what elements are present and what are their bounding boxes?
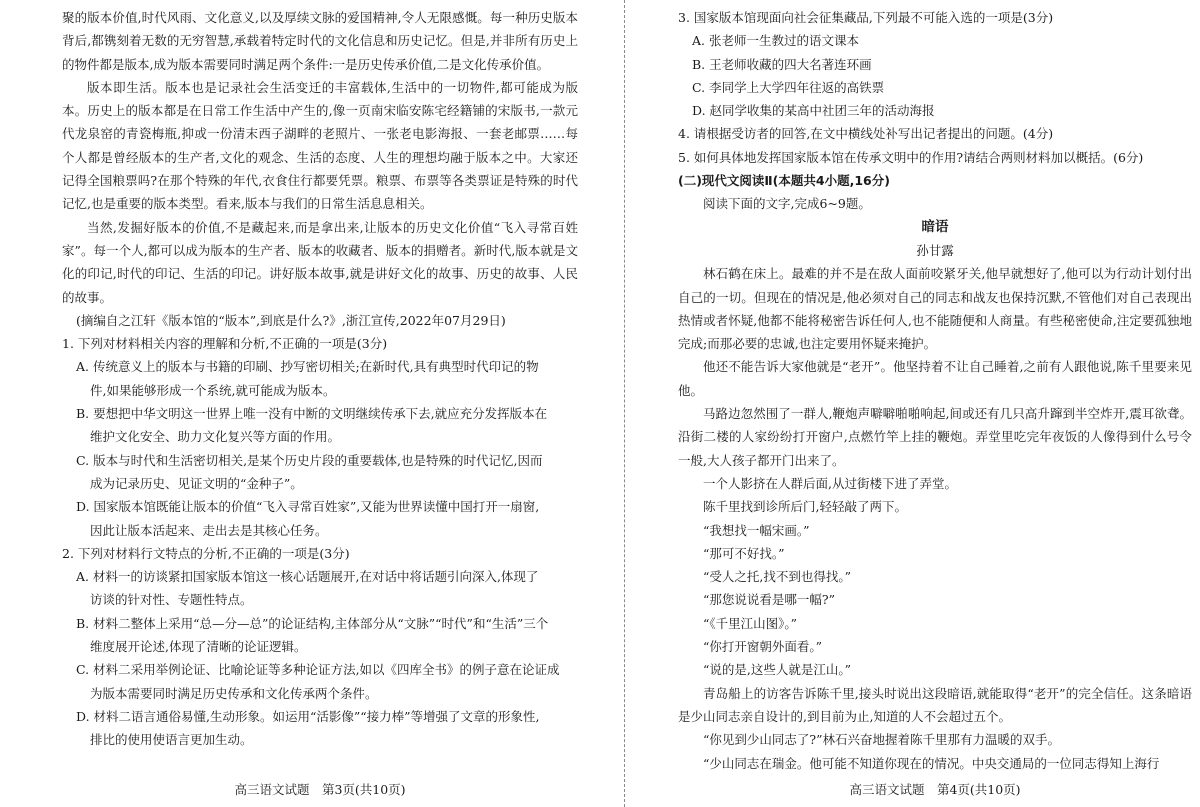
q2-option-d: D. 材料二语言通俗易懂,生动形象。如运用“活影像”“接力棒”等增强了文章的形象性, [76, 708, 540, 724]
story-dialogue: “少山同志在瑞金。他可能不知道你现在的情况。中央交通局的一位同志得知上海行 [703, 755, 1160, 771]
q2-option-b: B. 材料二整体上采用“总—分—总”的论证结构,主体部分从“文脉”“时代”和“生活”三个 [76, 615, 549, 631]
reading-instruction: 阅读下面的文字,完成6~9题。 [703, 196, 871, 212]
page-footer-right: 高三语文试题 第4页(共10页) [849, 782, 1021, 797]
story-author: 孙甘露 [916, 242, 954, 258]
question-1: 1. 下列对材料相关内容的理解和分析,不正确的一项是(3分) [62, 336, 388, 352]
q1-option-a-cont: 件,如果能够形成一个系统,就可能成为版本。 [90, 382, 336, 398]
page-divider [624, 0, 625, 807]
left-column [62, 6, 578, 752]
q2-option-d-cont: 排比的使用使语言更加生动。 [90, 732, 253, 748]
story-dialogue: “你见到少山同志了?”林石兴奋地握着陈千里那有力温暖的双手。 [703, 732, 1060, 748]
right-page [678, 0, 1192, 807]
question-3: 3. 国家版本馆现面向社会征集藏品,下列最不可能入选的一项是(3分) [678, 10, 1054, 25]
q1-option-c-cont: 成为记录历史、见证文明的“金种子”。 [90, 475, 303, 491]
q1-option-d-cont: 因此让版本活起来、走出去是其核心任务。 [90, 522, 328, 538]
left-page [62, 0, 578, 807]
story-paragraph: 马路边忽然围了一群人,鞭炮声噼噼啪啪响起,间或还有几只高升蹿到半空炸开,震耳欲聋。沿街二楼的人家纷纷打开窗户,点燃竹竿上挂的鞭炮。弄堂里吃完年夜饭的人像得到什么号令一般,大人孩子都开门出来了。 [678, 406, 1192, 468]
q2-option-a: A. 材料一的访谈紧扣国家版本馆这一核心话题展开,在对话中将话题引向深入,体现了 [76, 569, 539, 585]
story-dialogue: “说的是,这些人就是江山。” [703, 662, 852, 678]
story-paragraph: 陈千里找到诊所后门,轻轻敲了两下。 [703, 499, 907, 515]
section-heading: (二)现代文阅读Ⅱ(本题共4小题,16分) [678, 173, 890, 189]
q1-option-d: D. 国家版本馆既能让版本的价值“飞入寻常百姓家”,又能为世界读懂中国打开一扇窗, [76, 499, 540, 515]
q3-option-a: A. 张老师一生教过的语文课本 [692, 33, 859, 49]
story-dialogue: “我想找一幅宋画。” [703, 522, 810, 538]
source-citation: (摘编自之江轩《版本馆的“版本”,到底是什么?》,浙江宣传,2022年07月29日) [76, 312, 506, 328]
q1-option-b-cont: 维护文化安全、助力文化复兴等方面的作用。 [90, 429, 341, 445]
question-5: 5. 如何具体地发挥国家版本馆在传承文明中的作用?请结合两则材料加以概括。(6分) [678, 149, 1144, 165]
q2-option-b-cont: 维度展开论述,体现了清晰的论证逻辑。 [90, 639, 307, 655]
q1-option-b: B. 要想把中华文明这一世界上唯一没有中断的文明继续传承下去,就应充分发挥版本在 [76, 406, 548, 422]
question-4: 4. 请根据受访者的回答,在文中横线处补写出记者提出的问题。(4分) [678, 126, 1054, 142]
q1-option-c: C. 版本与时代和生活密切相关,是某个历史片段的重要载体,也是特殊的时代记忆,因而 [76, 452, 543, 468]
story-title: 暗语 [921, 218, 949, 235]
right-column [678, 6, 1192, 775]
story-dialogue: “受人之托,找不到也得找。” [703, 569, 852, 585]
page-footer-left: 高三语文试题 第3页(共10页) [234, 782, 406, 797]
passage-paragraph-1: 聚的版本价值,时代风雨、文化意义,以及厚续文脉的爱国精神,令人无限感慨。每一种历史版本背后,都镌刻着无数的无穷智慧,承载着特定时代的文化信息和历史记忆。但是,并非所有历史上的物件都是版本,成为版本需要同时满足两个条件:一是历史传承价值,二是文化传承价值。 [62, 10, 578, 72]
q2-option-a-cont: 访谈的针对性、专题性特点。 [90, 592, 253, 608]
q3-option-c: C. 李同学上大学四年往返的高铁票 [692, 79, 885, 95]
question-2: 2. 下列对材料行文特点的分析,不正确的一项是(3分) [62, 545, 350, 561]
story-dialogue: “那可不好找。” [703, 545, 785, 561]
story-paragraph: 青岛船上的访客告诉陈千里,接头时说出这段暗语,就能取得“老开”的完全信任。这条暗语是少山同志亲自设计的,到目前为止,知道的人不会超过五个。 [678, 685, 1192, 724]
story-dialogue: “你打开窗朝外面看。” [703, 639, 823, 655]
q1-option-a: A. 传统意义上的版本与书籍的印刷、抄写密切相关;在新时代,具有典型时代印记的物 [76, 359, 539, 375]
story-dialogue: “那您说说看是哪一幅?” [703, 592, 835, 608]
q2-option-c: C. 材料二采用举例论证、比喻论证等多种论证方法,如以《四库全书》的例子意在论证成 [76, 662, 560, 678]
q3-option-b: B. 王老师收藏的四大名著连环画 [692, 56, 872, 72]
passage-paragraph-2: 版本即生活。版本也是记录社会生活变迁的丰富载体,生活中的一切物件,都可能成为版本。历史上的版本都是在日常工作生活中产生的,像一页南宋临安陈宅经籍铺的宋版书,一款元代龙泉窑的青瓷梅瓶,抑或一份清末西子湖畔的老照片、一张老电影海报、一套老邮票……每个人都是曾经版本的生产者,文化的观念、生活的态度、人生的理想均融于版本之中。大家还记得全国粮票吗?在那个特殊的年代,衣食住行都要凭票。粮票、布票等各类票证是特殊的时代记忆,也是重要的版本类型。看来,版本与我们的日常生活息息相关。 [62, 79, 578, 212]
passage-paragraph-3: 当然,发掘好版本的价值,不是藏起来,而是拿出来,让版本的历史文化价值“飞入寻常百姓家”。每一个人,都可以成为版本的生产者、版本的收藏者、版本的捐赠者。新时代,版本就是文化的印记,时代的印记、生活的印记。讲好版本故事,就是讲好文化的故事、历史的故事、人民的故事。 [62, 219, 578, 305]
story-dialogue: “《千里江山图》。” [703, 615, 798, 631]
story-paragraph: 林石鹤在床上。最难的并不是在敌人面前咬紧牙关,他早就想好了,他可以为行动计划付出自己的一切。但现在的情况是,他必须对自己的同志和战友也保持沉默,不管他们对自己表现出热情或者怀疑,他都不能将秘密告诉任何人,也不能随便和人商量。有些秘密使命,注定要孤独地完成;而那必要的忠诚,也注定要用怀疑来掩护。 [678, 266, 1192, 352]
story-paragraph: 一个人影挤在人群后面,从过街楼下进了弄堂。 [703, 475, 957, 491]
q2-option-c-cont: 为版本需要同时满足历史传承和文化传承两个条件。 [90, 685, 378, 701]
story-paragraph: 他还不能告诉大家他就是“老开”。他坚持着不让自己睡着,之前有人跟他说,陈千里要来见他。 [678, 359, 1192, 398]
q3-option-d: D. 赵同学收集的某高中社团三年的活动海报 [692, 103, 935, 119]
